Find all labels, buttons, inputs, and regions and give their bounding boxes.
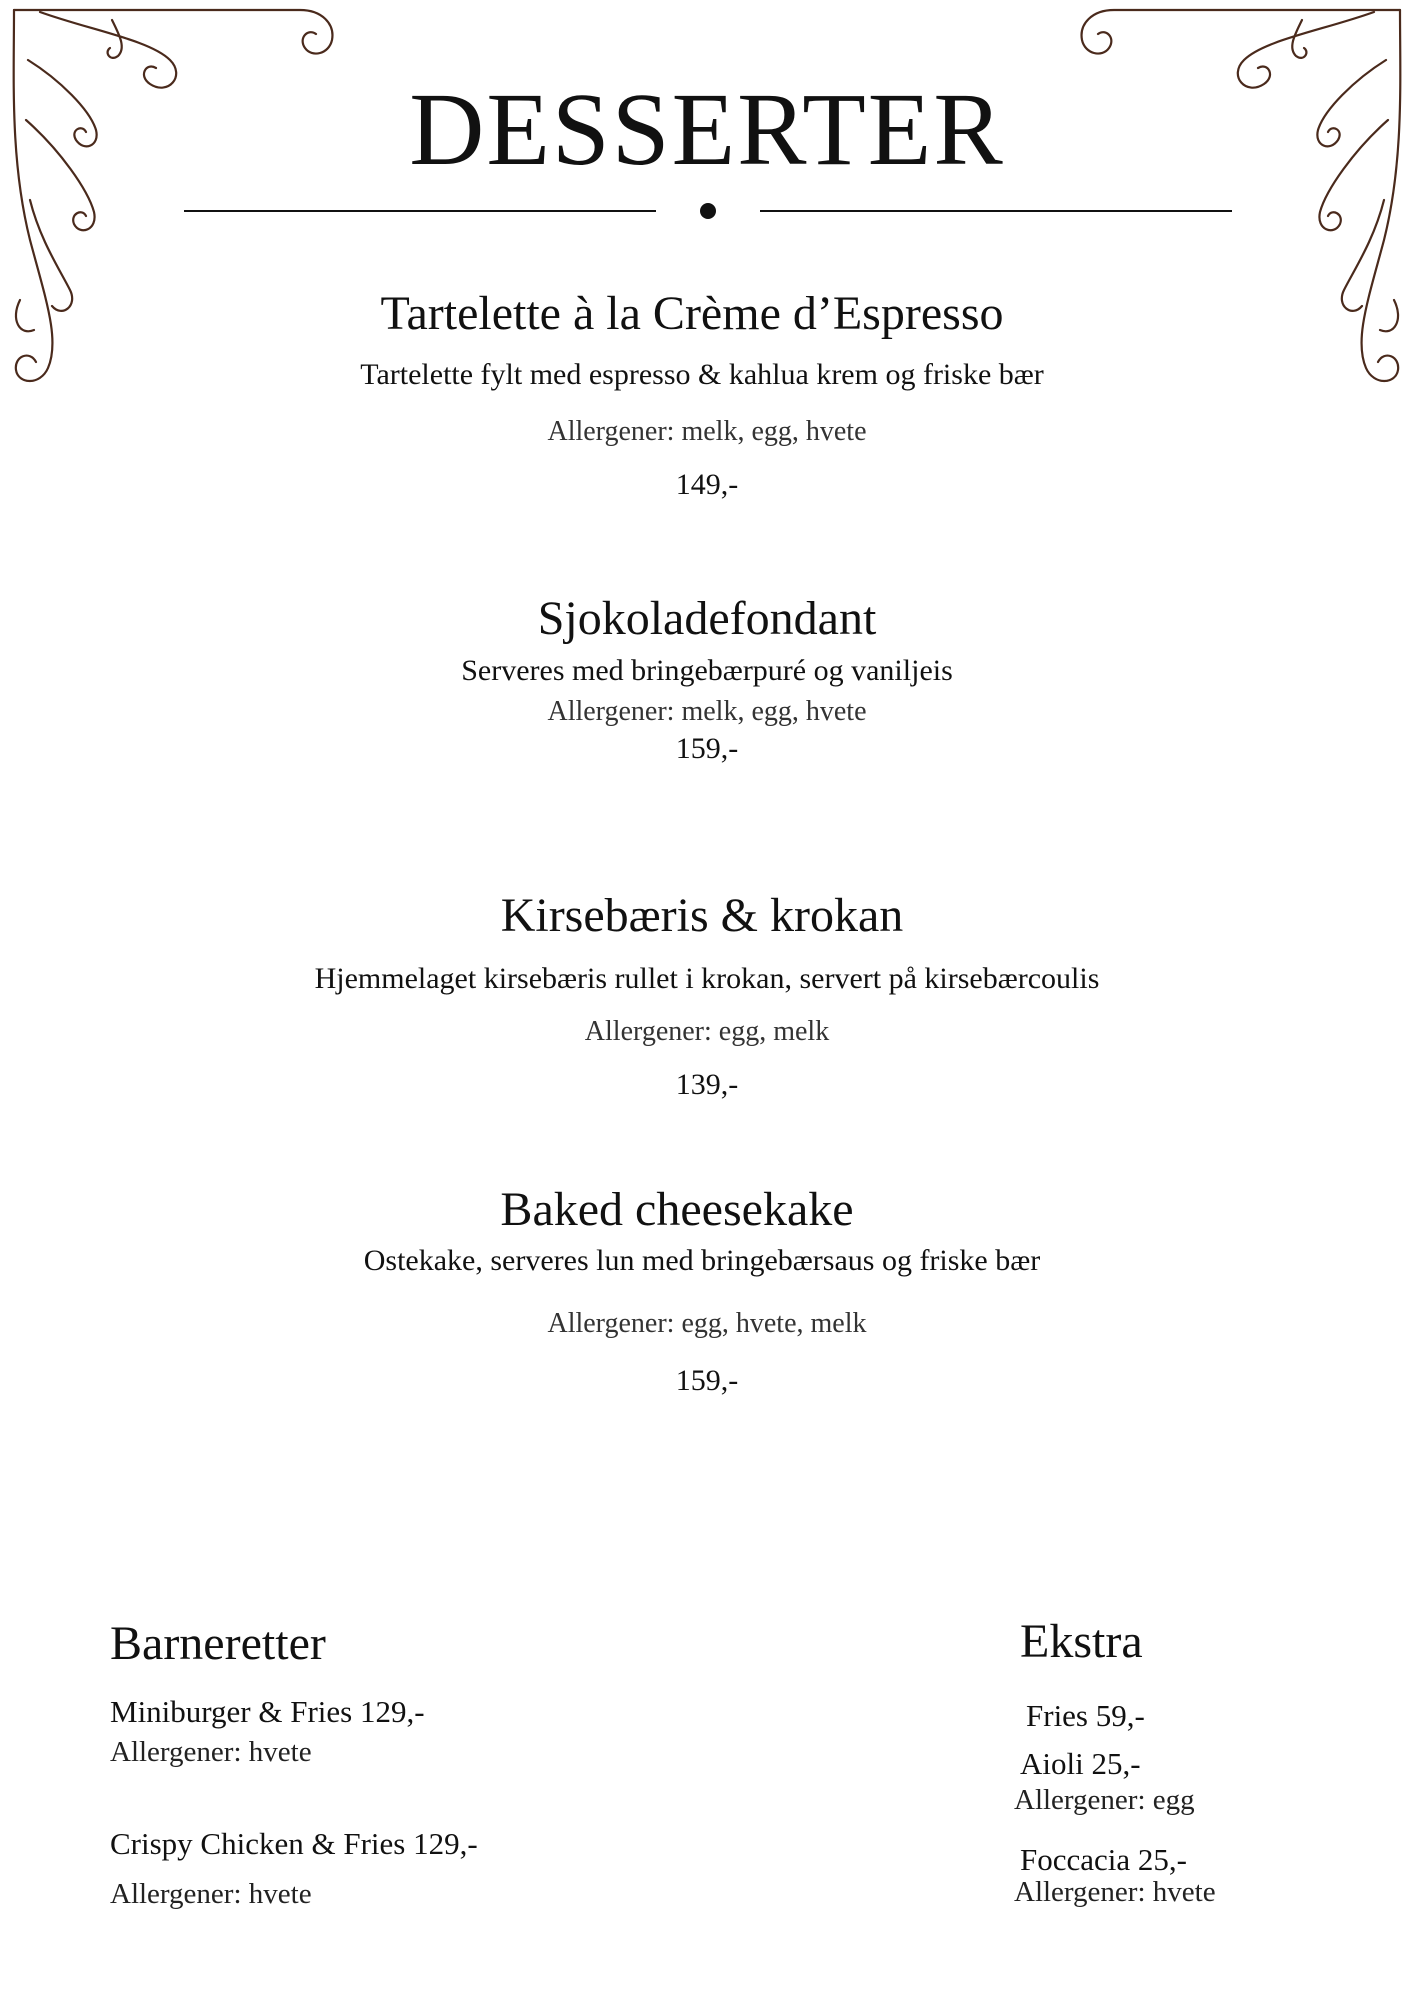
dish-description: Tartelette fylt med espresso & kahlua krem og friske bær (360, 358, 1044, 391)
kids-item-line: Miniburger & Fries 129,- (110, 1694, 425, 1729)
dish-description: Serveres med bringebærpuré og vaniljeis (461, 654, 953, 687)
dish-name: Baked cheesekake (500, 1183, 854, 1236)
kids-item-allergens: Allergener: hvete (110, 1736, 312, 1768)
dish-price: 159,- (675, 732, 739, 765)
dish-price: 149,- (675, 468, 739, 501)
extra-item-allergens: Allergener: egg (1014, 1784, 1195, 1816)
kids-item-line: Crispy Chicken & Fries 129,- (110, 1826, 478, 1861)
extra-item-line: Foccacia 25,- (1020, 1842, 1187, 1877)
dish-name: Tartelette à la Crème d’Espresso (380, 287, 1004, 340)
dish-name: Sjokoladefondant (537, 592, 877, 645)
dish-allergens: Allergener: melk, egg, hvete (547, 416, 867, 447)
dish-price: 159,- (675, 1364, 739, 1397)
dish-name: Kirsebæris & krokan (500, 889, 904, 942)
dish-allergens: Allergener: melk, egg, hvete (547, 696, 867, 727)
divider-line-right (760, 210, 1232, 212)
kids-section-title: Barneretter (110, 1617, 326, 1670)
dish-allergens: Allergener: egg, hvete, melk (547, 1308, 867, 1339)
extra-item-allergens: Allergener: hvete (1014, 1876, 1216, 1908)
extra-section-title: Ekstra (1020, 1615, 1143, 1668)
dish-price: 139,- (675, 1068, 739, 1101)
title-divider (0, 0, 1414, 240)
divider-line-left (184, 210, 656, 212)
dish-description: Ostekake, serveres lun med bringebærsaus og friske bær (363, 1244, 1041, 1277)
extra-item-line: Aioli 25,- (1020, 1746, 1141, 1781)
divider-dot-icon (700, 203, 716, 219)
extra-item-line: Fries 59,- (1026, 1698, 1145, 1733)
kids-item-allergens: Allergener: hvete (110, 1878, 312, 1910)
dish-description: Hjemmelaget kirsebæris rullet i krokan, servert på kirsebærcoulis (314, 962, 1100, 995)
dish-allergens: Allergener: egg, melk (584, 1016, 830, 1047)
page-title: DESSERTER (409, 72, 1005, 187)
